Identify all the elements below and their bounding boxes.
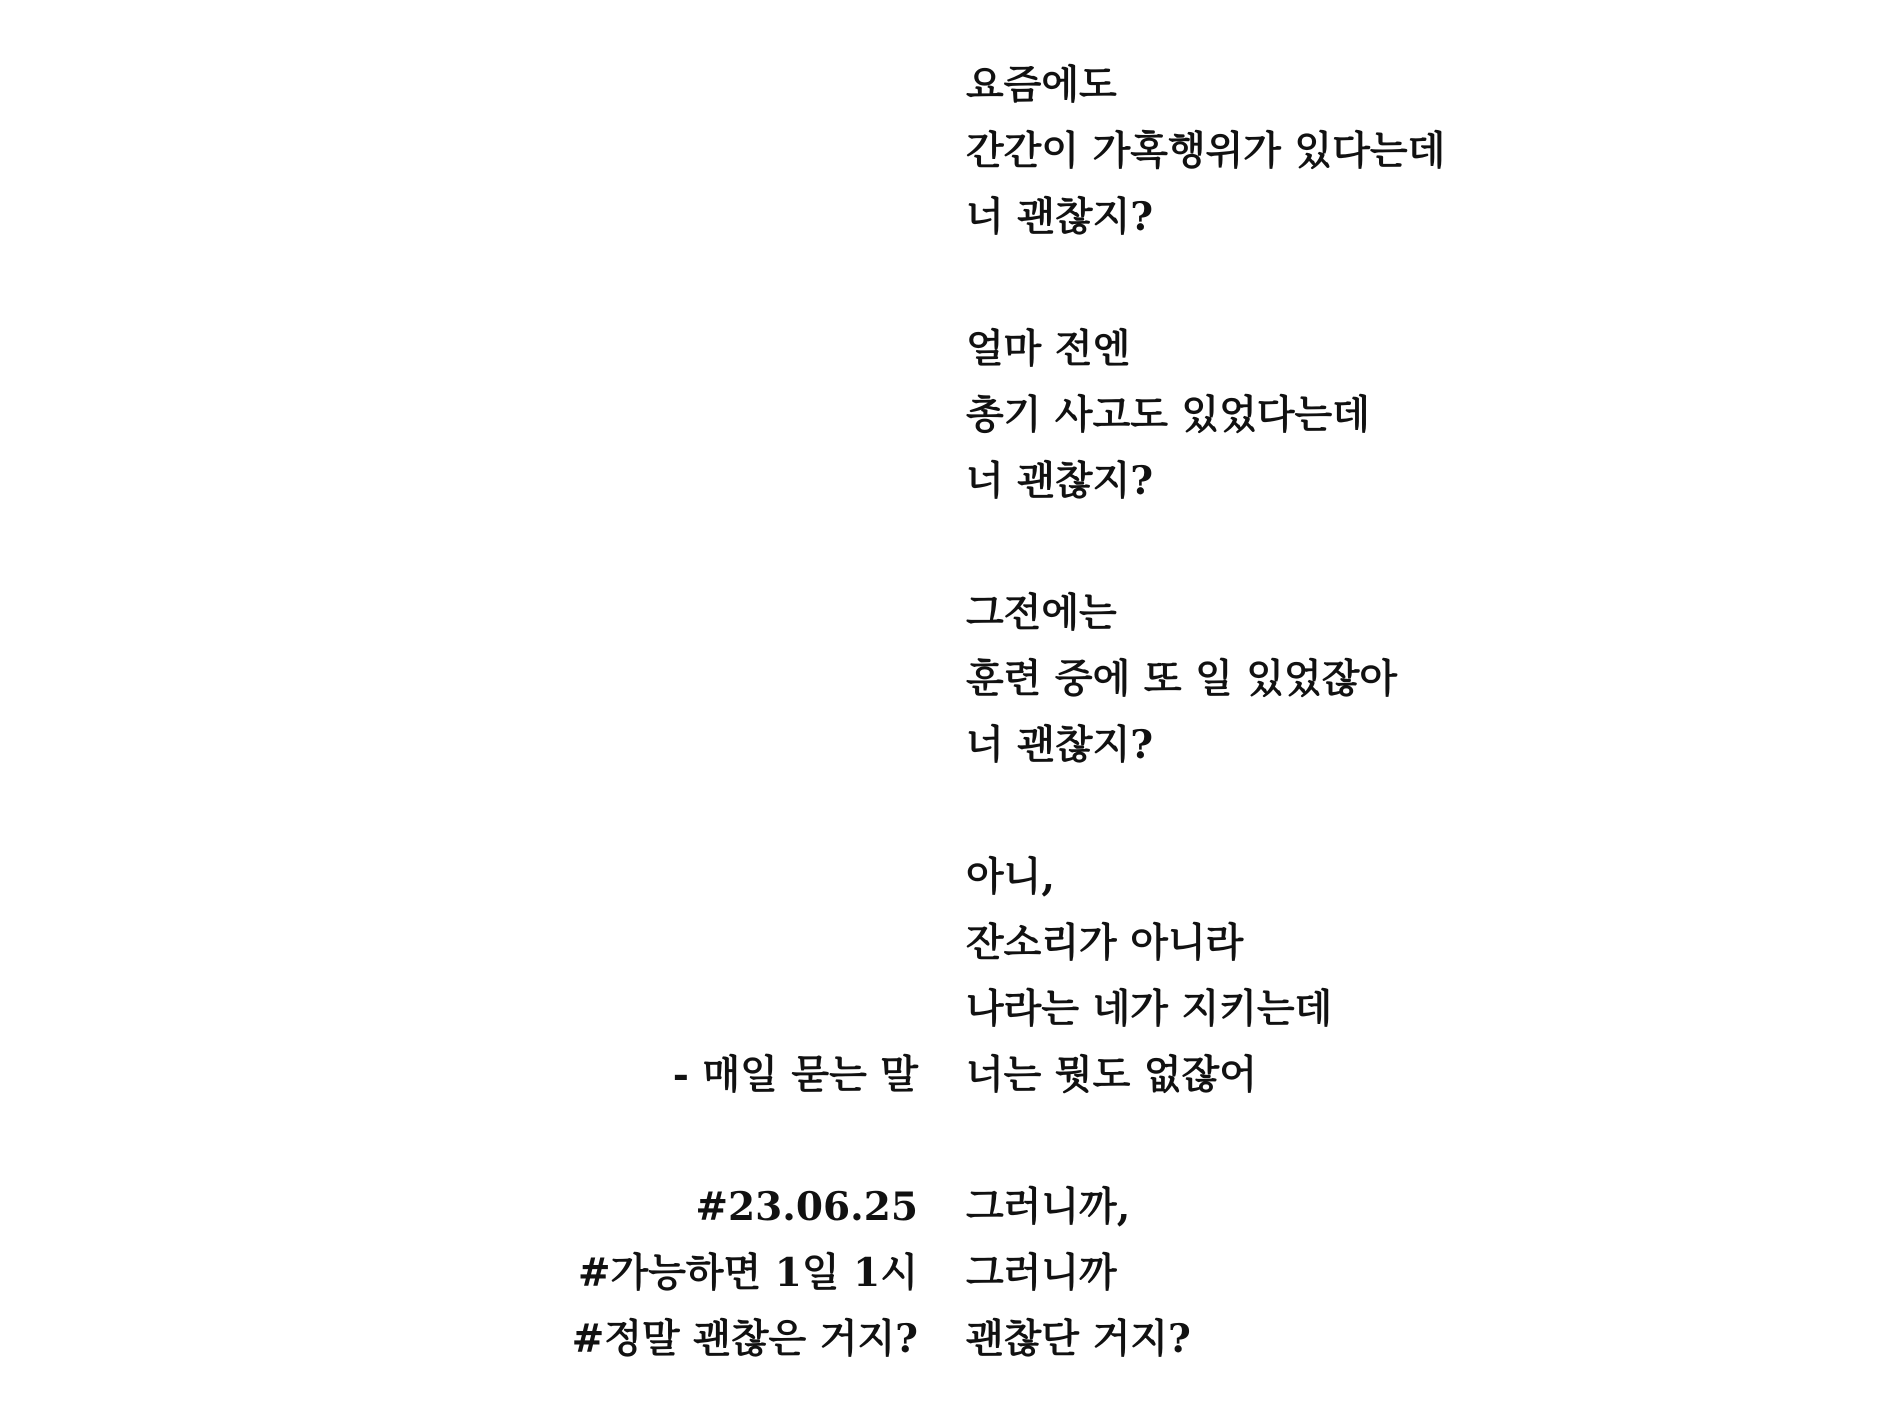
poem-line: 그러니까 [966,1250,1117,1296]
tag-date: #23.06.25 [695,1184,918,1230]
poem-line: 얼마 전엔 [966,326,1131,372]
tag-series: #가능하면 1일 1시 [577,1250,918,1296]
poem-line: 너 괜찮지? [966,194,1154,240]
stanza-gap [966,250,1666,316]
stanza-5 [966,1174,1666,1372]
stanza-gap [966,778,1666,844]
stanza-3 [966,580,1666,778]
poem-line: 총기 사고도 있었다는데 [966,392,1370,438]
stanza-2 [966,316,1666,514]
poem-line: 괜찮단 거지? [966,1316,1191,1362]
stanza-1 [966,52,1666,250]
stanza-gap [966,1108,1666,1174]
poem-line: 그전에는 [966,590,1117,636]
poem-body [966,52,1666,1372]
poem-line: 그러니까, [966,1184,1131,1230]
stanza-gap [966,514,1666,580]
tag-question: #정말 괜찮은 거지? [571,1316,918,1362]
poem-line: 아니, [966,854,1055,900]
poem-line: 잔소리가 아니라 [966,920,1244,966]
poem-line: 훈련 중에 또 일 있었잖아 [966,656,1398,702]
poem-line: 너 괜찮지? [966,722,1154,768]
stanza-4 [966,844,1666,1108]
poem-line: 너 괜찮지? [966,458,1154,504]
poem-line: 너는 뭣도 없잖어 [966,1052,1257,1098]
poem-line: 간간이 가혹행위가 있다는데 [966,128,1446,174]
poem-line: 요즘에도 [966,62,1117,108]
poem-title: - 매일 묻는 말 [672,1052,918,1098]
poem-line: 나라는 네가 지키는데 [966,986,1333,1032]
